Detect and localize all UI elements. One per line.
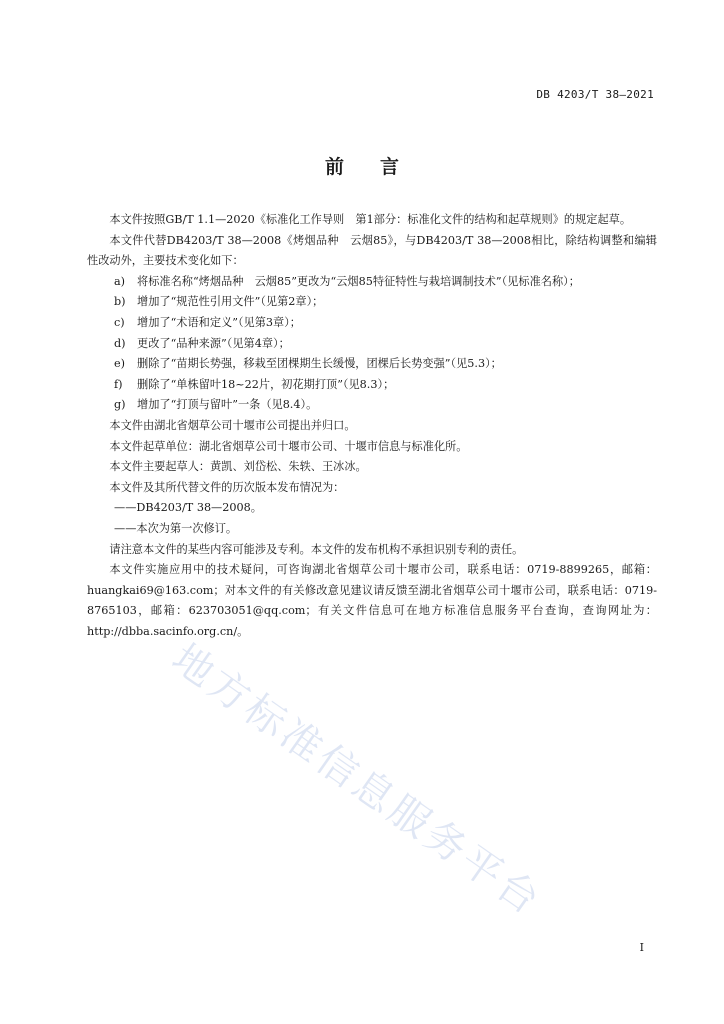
list-item-tag: c) (114, 315, 125, 329)
page-title: 前言 (324, 156, 435, 178)
list-item-text: 增加了“术语和定义”（见第3章）； (137, 315, 301, 329)
paragraph-history-intro: 本文件及其所代替文件的历次版本发布情况为： (109, 480, 345, 494)
list-item (87, 354, 657, 375)
list-item-text: 将标准名称“烤烟品种 云烟85”更改为“云烟85特征特性与栽培调制技术”（见标准名称）； (137, 274, 580, 288)
paragraph-replacement: 本文件代替DB4203/T 38—2008《烤烟品种 云烟85》，与DB4203/T 38—2008相比，除结构调整和编辑性改动外，主要技术变化如下： (87, 233, 657, 268)
paragraph-patent-notice: 请注意本文件的某些内容可能涉及专利。本文件的发布机构不承担识别专利的责任。 (109, 542, 524, 556)
list-item-text: 增加了“规范性引用文件”（见第2章）； (137, 295, 324, 309)
paragraph-drafting-units: 本文件起草单位：湖北省烟草公司十堰市公司、十堰市信息与标准化所。 (109, 439, 468, 453)
list-item-tag: g) (114, 398, 126, 412)
document-code: DB 4203/T 38—2021 (536, 88, 654, 101)
list-item (87, 395, 657, 416)
list-item-text: 增加了“打顶与留叶”一条（见8.4）。 (137, 398, 318, 412)
page-number: I (639, 941, 644, 954)
list-item-tag: e) (114, 357, 125, 371)
paragraph-contact: 本文件实施应用中的技术疑问，可咨询湖北省烟草公司十堰市公司，联系电话：0719-8899265，邮箱：huangkai69@163.com；对本文件的有关修改意见建议请反馈至湖北省烟草公司十堰市公司，联系电话：0719-8765103，邮箱：623703051@qq.com；有关文件信息可在地方标准信息服务平台查询，查询网址为：http://dbba.sacinfo.org.cn/。 (87, 563, 657, 638)
list-item-text: 删除了“单株留叶18~22片，初花期打顶”（见8.3）； (137, 377, 395, 391)
history-item: ——本次为第一次修订。 (114, 521, 238, 535)
history-item: ——DB4203/T 38—2008。 (114, 501, 262, 515)
list-item-text: 更改了“品种来源”（见第4章）； (137, 336, 290, 350)
list-item (87, 334, 657, 355)
paragraph-drafting-basis: 本文件按照GB/T 1.1—2020《标准化工作导则 第1部分：标准化文件的结构和起草规则》的规定起草。 (109, 213, 632, 226)
list-item (87, 375, 657, 396)
list-item-tag: b) (114, 295, 126, 309)
paragraph-drafters: 本文件主要起草人：黄凯、刘岱松、朱轶、王冰冰。 (109, 460, 367, 474)
list-item (87, 313, 657, 334)
watermark: 地方标准信息服务平台 (163, 635, 551, 926)
foreword-body (87, 210, 657, 642)
list-item-tag: f) (114, 377, 123, 391)
list-item-text: 删除了“苗期长势强，移栽至团棵期生长缓慢，团棵后长势变强”（见5.3）； (137, 357, 502, 371)
list-item-tag: d) (114, 336, 126, 350)
list-item (87, 272, 657, 293)
list-item (87, 292, 657, 313)
paragraph-proposer: 本文件由湖北省烟草公司十堰市公司提出并归口。 (109, 418, 356, 432)
list-item-tag: a) (114, 274, 126, 288)
